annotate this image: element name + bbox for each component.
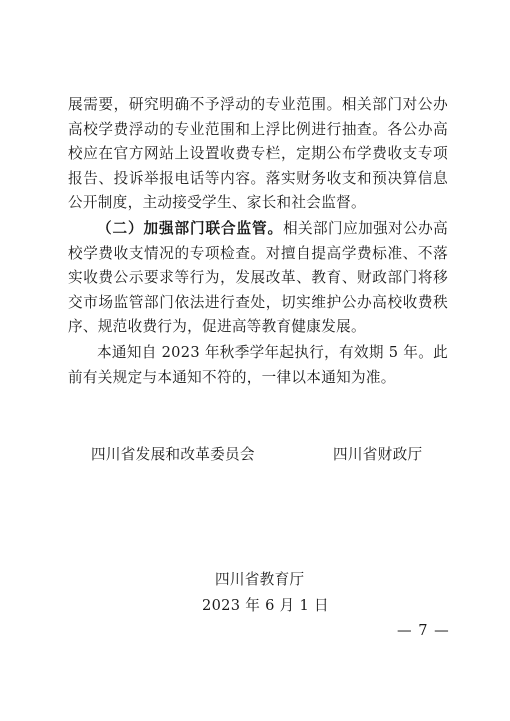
signer-development-reform-commission: 四川省发展和改革委员会 (91, 446, 255, 463)
signer-education-department: 四川省教育厅 (215, 571, 305, 588)
page-number: — 7 — (397, 622, 450, 639)
section-heading-joint-supervision: （二）加强部门联合监管。 (97, 220, 284, 237)
body-paragraph-2 (68, 217, 448, 340)
body-paragraph-1: 展需要，研究明确不予浮动的专业范围。相关部门对公办高校学费浮动的专业范围和上浮比例进行抽查。各公办高校应在官方网站上设置收费专栏，定期公布学费收支专项报告、投诉举报电话等内容。落实财务收支和预决算信息公开制度，主动接受学生、家长和社会监督。 (68, 96, 448, 211)
signer-finance-department: 四川省财政厅 (333, 446, 423, 463)
issue-date: 2023 年 6 月 1 日 (202, 597, 329, 614)
body-paragraph-2-text: 相关部门应加强对公办高校学费收支情况的专项检查。对擅自提高学费标准、不落实收费公示要求等行为，发展改革、教育、财政部门将移交市场监管部门依法进行查处，切实维护公办高校收费秩序、规范收费行为，促进高等教育健康发展。 (68, 220, 448, 335)
body-paragraph-3: 本通知自 2023 年秋季学年起执行，有效期 5 年。此前有关规定与本通知不符的，一律以本通知为准。 (68, 344, 448, 386)
